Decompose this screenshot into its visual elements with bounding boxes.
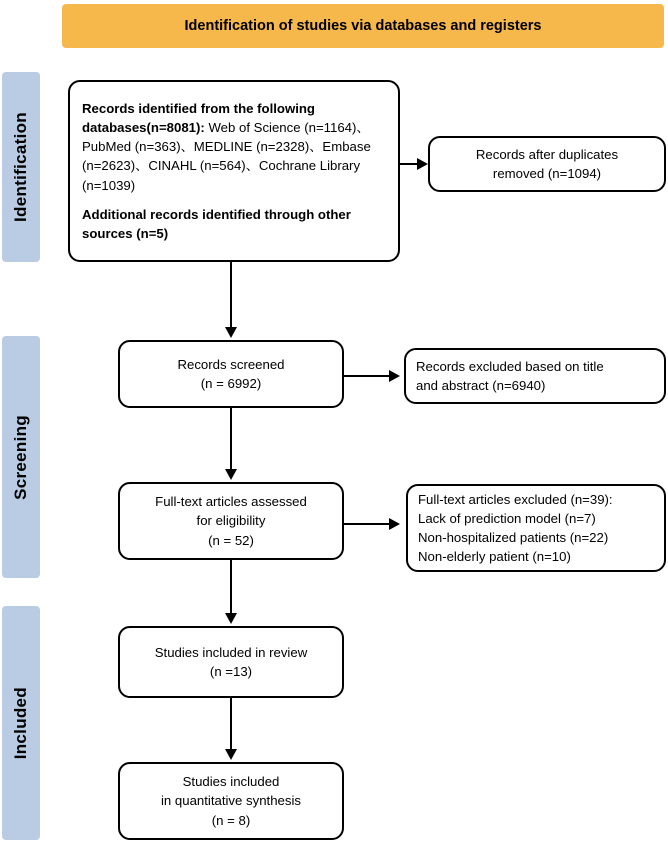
stage-label-included-text: Included — [11, 686, 30, 760]
arrow-identified-to-duplicates-head — [417, 158, 428, 170]
stage-label-identification — [2, 72, 40, 262]
arrow-fulltext-to-included-head — [225, 613, 237, 624]
arrow-included-to-quantitative-line — [230, 698, 232, 750]
box-fulltext-assessed-line1: Full-text articles assessed — [155, 494, 307, 510]
box-fulltext-assessed — [118, 482, 344, 560]
box-studies-included-quantitative-line2: in quantitative synthesis — [160, 793, 301, 809]
box-records-excluded-title-abstract — [404, 348, 666, 404]
box-records-screened-line1: Records screened — [177, 356, 285, 372]
box-records-screened — [118, 340, 344, 408]
box-fulltext-excluded — [406, 484, 666, 572]
box-records-screened-line2: (n = 6992) — [200, 376, 262, 391]
box-fulltext-excluded-line4: Non-elderly patient (n=10) — [418, 549, 571, 565]
box-studies-included-quantitative-line3: (n = 8) — [211, 812, 251, 828]
box-fulltext-assessed-line3: (n = 52) — [208, 532, 254, 548]
box-records-excluded-line1: Records excluded based on title — [416, 358, 604, 374]
box-studies-included-quantitative — [118, 762, 344, 840]
stage-label-identification-text: Identification — [11, 112, 30, 222]
arrow-screened-to-fulltext-line — [230, 408, 232, 470]
box-duplicates-removed-line2: removed (n=1094) — [492, 166, 602, 181]
box-fulltext-excluded-line1: Full-text articles excluded (n=39): — [418, 491, 613, 507]
stage-label-screening — [2, 336, 40, 578]
arrow-fulltext-to-excluded-line — [344, 523, 390, 525]
box-records-identified — [68, 80, 400, 262]
box-fulltext-assessed-line2: for eligibility — [196, 513, 266, 529]
box-duplicates-removed — [428, 136, 666, 192]
box-duplicates-removed-line1: Records after duplicates — [475, 146, 619, 162]
arrow-screened-to-fulltext-head — [225, 469, 237, 480]
box-records-identified-spacer — [82, 195, 386, 205]
arrow-screened-to-excluded-head — [389, 370, 400, 382]
box-records-identified-lead: Records identified from the following databases(n=8081): — [82, 101, 315, 136]
diagram-title-banner: Identification of studies via databases and registers — [62, 4, 664, 48]
box-studies-included-quantitative-line1: Studies included — [182, 774, 280, 790]
box-fulltext-excluded-line3: Non-hospitalized patients (n=22) — [418, 530, 609, 545]
box-records-identified-para1 — [82, 99, 386, 195]
stage-label-screening-text: Screening — [11, 414, 30, 500]
box-records-identified-additional: Additional records identified through other sources (n=5) — [82, 206, 351, 241]
box-studies-included-review-line2: (n =13) — [209, 664, 253, 679]
arrow-included-to-quantitative-head — [225, 749, 237, 760]
arrow-fulltext-to-excluded-head — [389, 518, 400, 530]
arrow-identified-to-screened-head — [225, 327, 237, 338]
box-studies-included-review-line1: Studies included in review — [154, 644, 308, 660]
box-records-identified-databases: Web of Science (n=1164)、PubMed (n=363)、MEDLINE (n=2328)、Embase (n=2623)、CINAHL (n=564)、Cochrane Library (n=1039) — [82, 120, 371, 193]
arrow-identified-to-screened-line — [230, 262, 232, 328]
box-fulltext-excluded-line2: Lack of prediction model (n=7) — [418, 510, 596, 526]
box-records-excluded-line2: and abstract (n=6940) — [416, 378, 546, 393]
arrow-identified-to-duplicates-line — [400, 163, 418, 165]
arrow-fulltext-to-included-line — [230, 560, 232, 614]
stage-label-included — [2, 606, 40, 840]
box-studies-included-review — [118, 626, 344, 698]
arrow-screened-to-excluded-line — [344, 375, 390, 377]
